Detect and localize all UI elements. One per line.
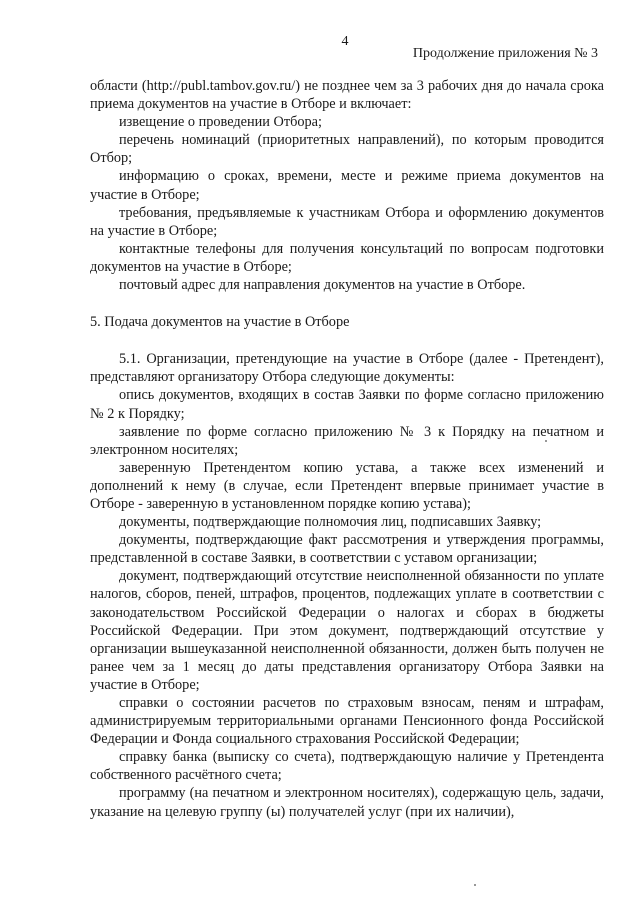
paragraph: документ, подтверждающий отсутствие неисполненной обязанности по уплате налогов, сборов, пеней, штрафов, процентов, подлежащих уплате в соответствии с законодательством Российской Федерации о налогах и сборах в бюджеты Российской Федерации. При этом документ, подтверждающий отсутствие у организации вышеуказанной неисполненной обязанности, должен быть получен не ранее чем за 1 месяц до даты представления организатору Отбора Заявки на участие в Отборе; [90,568,604,693]
paragraph: области (http://publ.tambov.gov.ru/) не позднее чем за 3 рабочих дня до начала срока приема документов на участие в Отборе и включает: [90,78,604,113]
appendix-label: Продолжение приложения № 3 [412,46,598,61]
scan-speck [545,440,547,442]
paragraph: заверенную Претендентом копию устава, а также всех изменений и дополнений к нему (в случае, если Претендент впервые принимает участие в Отборе - заверенную в установленном порядке копию устава); [90,459,604,512]
paragraph: документы, подтверждающие факт рассмотрения и утверждения программы, представленной в составе Заявки, в соответствии с уставом организации; [90,532,604,567]
paragraph: почтовый адрес для направления документов на участие в Отборе. [119,277,526,294]
paragraph: информацию о сроках, времени, месте и режиме приема документов на участие в Отборе; [90,168,604,203]
section-heading: 5. Подача документов на участие в Отборе [90,314,350,331]
paragraph: 5.1. Организации, претендующие на участие в Отборе (далее - Претендент), представляют организатору Отбора следующие документы: [90,351,604,386]
paragraph: перечень номинаций (приоритетных направлений), по которым проводится Отбор; [90,132,604,167]
page-number: 4 [341,34,349,49]
scan-speck [474,884,476,886]
paragraph: документы, подтверждающие полномочия лиц, подписавших Заявку; [119,514,542,531]
paragraph: справки о состоянии расчетов по страховым взносам, пеням и штрафам, администрируемым территориальными органами Пенсионного фонда Российской Федерации и Фонда социального страхования Российской Федерации; [90,695,604,748]
paragraph: программу (на печатном и электронном носителях), содержащую цель, задачи, указание на целевую группу (ы) получателей услуг (при их наличии), [90,785,604,820]
paragraph: требования, предъявляемые к участникам Отбора и оформлению документов на участие в Отборе; [90,204,604,239]
paragraph: опись документов, входящих в состав Заявки по форме согласно приложению № 2 к Порядку; [90,387,604,422]
paragraph: справку банка (выписку со счета), подтверждающую наличие у Претендента собственного расчётного счета; [90,749,604,784]
paragraph: контактные телефоны для получения консультаций по вопросам подготовки документов на участие в Отборе; [90,240,604,275]
document-body [90,77,604,821]
paragraph: извещение о проведении Отбора; [119,114,322,131]
paragraph: заявление по форме согласно приложению № 3 к Порядку на печатном и электронном носителях; [90,423,604,458]
